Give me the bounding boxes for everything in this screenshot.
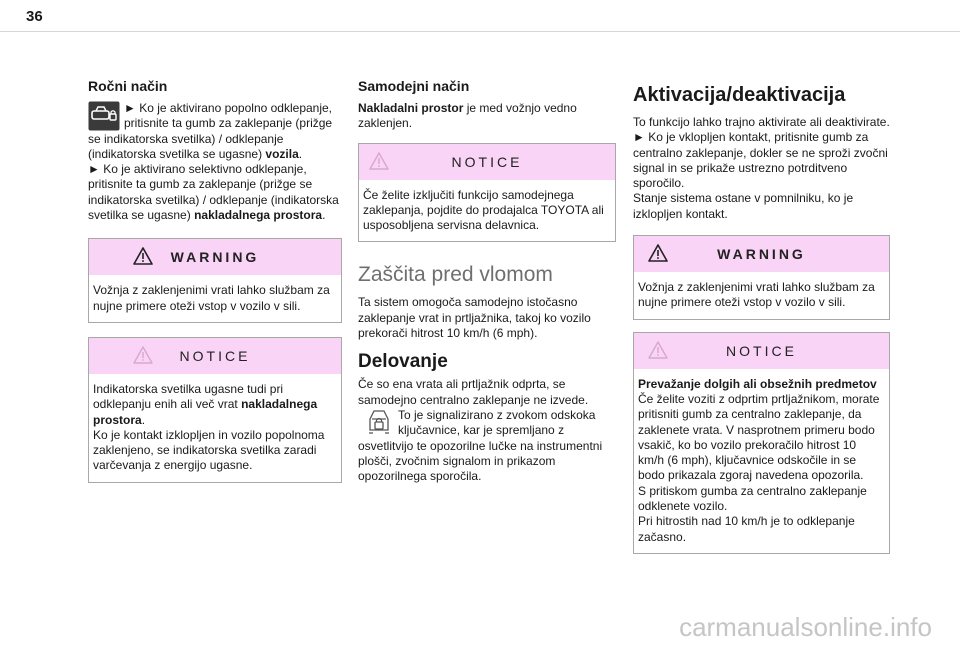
manual-mode-text: ► Ko je aktivirano popolno odklepanje, pritisnite ta gumb za zaklepanje (prižge se indikatorska svetilka) / odklepanje (indikatorska svetilka se ugasne) vozila. ► Ko je aktivirano selektivno odklepanje, pritisnite ta gumb za zaklepanje (prižge se indikatorska svetilka) / odklepanje (indikatorska svetilka se ugasne) nakladalnega prostora.	[88, 101, 339, 223]
heading-samodejni-nacin: Samodejni način	[358, 78, 470, 94]
notice-label: NOTICE	[451, 153, 523, 170]
door-lock-icon	[366, 408, 392, 438]
activation-text-2: ► Ko je vklopljen kontakt, pritisnite gumb za centralno zaklepanje, dokler se ne sproži zvočni signal in se prikaže ustrezno potrditveno sporočilo.	[633, 130, 888, 191]
notice-text: Indikatorska svetilka ugasne tudi pri odklepanju enih ali več vrat nakladalnega prostora. Ko je kontakt izklopljen in vozilo popolnoma zaklenjeno, se indikatorska svetilka zaradi varčevanja z energijo ugasne.	[93, 381, 325, 473]
notice-text: Če želite izključiti funkcijo samodejnega zaklepanja, pojdite do prodajalca TOYOTA ali usposobljena servisna delavnica.	[363, 187, 604, 233]
notice-text-2: S pritiskom gumba za centralno zaklepanje odklenete vozilo.	[638, 483, 867, 514]
notice-box	[88, 337, 342, 483]
notice-header	[89, 338, 341, 374]
notice-label: NOTICE	[179, 347, 251, 364]
warning-text: Vožnja z zaklenjenimi vrati lahko službam za nujne primere oteži vstop v vozilo v sili.	[638, 280, 875, 310]
notice-label: NOTICE	[726, 342, 797, 359]
warning-text: Vožnja z zaklenjenimi vrati lahko službam za nujne primere oteži vstop v vozilo v sili.	[93, 283, 330, 313]
notice-box	[633, 332, 890, 554]
notice-title: Prevažanje dolgih ali obsežnih predmetov	[638, 376, 877, 391]
column-1	[88, 78, 342, 483]
notice-header	[359, 144, 615, 180]
activation-text-3: Stanje sistema ostane v pomnilniku, ko je izklopljen kontakt.	[633, 191, 854, 221]
activation-text-1: To funkcijo lahko trajno aktivirate ali deaktivirate.	[633, 115, 890, 129]
warning-label: WARNING	[170, 249, 260, 266]
column-2	[358, 78, 616, 484]
heading-aktivacija: Aktivacija/deaktivacija	[633, 84, 846, 106]
warning-box	[633, 235, 890, 320]
delovanje-text-2: To je signalizirano z zvokom odskoka ključavnice, kar je spremljano z osvetlitvijo te opozorilne lučke na instrumentni plošči, zvočnim signalom in prikazom opozorilnega sporočila.	[358, 407, 603, 484]
heading-rocni-nacin: Ročni način	[88, 78, 168, 94]
delovanje-text-1: Če so ena vrata ali prtljažnik odprta, se samodejno centralno zaklepanje ne izvede.	[358, 377, 589, 407]
heading-delovanje: Delovanje	[358, 351, 448, 373]
warning-box	[88, 238, 342, 323]
section-title: Zaščita pred vlomom	[358, 263, 553, 287]
warning-header	[634, 236, 889, 272]
warning-header	[89, 239, 341, 275]
page-number: 36	[26, 8, 43, 25]
auto-mode-text: Nakladalni prostor je med vožnjo vedno zaklenjen.	[358, 101, 577, 131]
header-divider	[0, 31, 960, 32]
warning-label: WARNING	[717, 246, 806, 263]
notice-text-1: Če želite voziti z odprtim prtljažnikom, morate pritisniti gumb za centralno zaklepanje, da zaklenete vrata. V nasprotnem primeru bodo vsakič, ko bo vozilo prekoračilo hitrost 10 km/h (6 mph), ključavnice odskočile in se bodo prikazala zgoraj navedena opozorila.	[638, 391, 880, 483]
column-3	[633, 84, 890, 554]
section-text: Ta sistem omogoča samodejno istočasno zaklepanje vrat in prtljažnika, takoj ko vozilo prekorači hitrost 10 km/h (6 mph).	[358, 295, 591, 341]
notice-text-3: Pri hitrostih nad 10 km/h je to odklepanje začasno.	[638, 514, 855, 544]
notice-header	[634, 333, 889, 369]
key-fob-lock-icon	[88, 101, 120, 131]
notice-box	[358, 143, 616, 243]
watermark: carmanualsonline.info	[679, 612, 932, 642]
